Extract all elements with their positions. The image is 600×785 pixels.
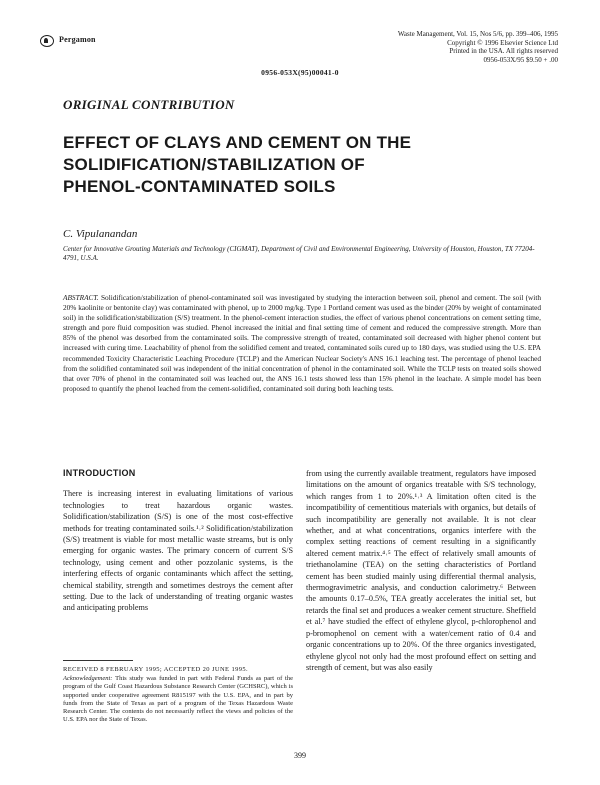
- article-title: [63, 132, 543, 198]
- title-line: EFFECT OF CLAYS AND CEMENT ON THE: [63, 133, 412, 152]
- author-affiliation: Center for Innovative Grouting Materials and Technology (CIGMAT), Department of Civil and Environmental Engineering, University of Houston, Houston, TX 77204-4791, U.S.A.: [63, 245, 535, 262]
- introduction-heading: INTRODUCTION: [63, 468, 136, 478]
- section-label: ORIGINAL CONTRIBUTION: [63, 97, 235, 112]
- acknowledgement-label: Acknowledgement:: [63, 675, 113, 683]
- pergamon-logo-icon: [40, 35, 54, 47]
- introduction-continued: from using the currently available treatment, regulators have imposed limitations on the amount of organics treatable with S/S technology, which ranges from 1 to 20%.¹˒³ A limitation often cited is the incompatibility of cementitious materials with organics, but details of such incompatibility are generally not available. It is not clear whether, and at what concentrations, organics interfere with the complex setting reactions of cement resulting in a significantly altered cement matrix.⁴˒⁵ The effect of relatively small amounts of triethanolamine (TEA) on the setting characteristics of Portland cement has been studied mainly using differential thermal analysis, thermogravimetric analysis, and conduction calorimetry.⁶ Between the amounts 0.17–0.5%, TEA greatly accelerates the initial set, but retards the final set and produces a weaker cement structure. Sheffield et al.⁷ have studied the effect of ethylene glycol, p-chlorophenol and p-bromophenol on cement with a water/cement ratio of 0.4 and organic concentrations up to 20%. Of the three organics investigated, ethylene glycol not only had the most profound effect on setting and strength of cement, but was also easily: [306, 469, 536, 672]
- body-column-left: [63, 468, 293, 614]
- journal-price-code: 0956-053X/95 $9.50 + .00: [483, 55, 558, 64]
- publisher-name: Pergamon: [59, 35, 96, 44]
- footnotes: [63, 666, 293, 724]
- body-column-right: [306, 468, 536, 673]
- page-number: 399: [294, 751, 306, 760]
- abstract-text: Solidification/stabilization of phenol-contaminated soil was investigated by studying the interaction between soil, phenol and cement. The soil (with 20% kaolinite or bentonite clay) was contaminated with phenol, up to 2000 mg/kg. Type 1 Portland cement was used as the binder (20% by weight of contaminated soil) in the solidification/stabilization (S/S) treatment. In the phenol-cement interaction studies, the effect of various phenol concentrations on cement setting time, strength and pore fluid composition was studied. Phenol increased the initial and final setting time of cement and reduced the compressive strength. More than 85% of the phenol was desorbed from the contaminated soils. The compressive strength of treated, contaminated soil decreased with higher phenol content but increased with curing time. Leachability of phenol from the solidified cement and treated, contaminated soils cured up to 180 days, was studied using the U.S. EPA recommended Toxicity Characteristic Leaching Procedure (TCLP) and the American Nuclear Society's ANS 16.1 leaching test. The percentage of phenol leached from the solidified contaminated soil was independent of the initial concentration of phenol in the contaminated soil. While the TCLP tests on treated soils showed that over 70% of phenol in the contaminated soil was leached out, the ANS 16.1 tests showed less than 15% phenol in the leachate. A simple model has been proposed to quantify the phenol leached from the cement-solidified, contaminated soil during both leaching tests.: [63, 293, 541, 393]
- abstract-label: ABSTRACT.: [63, 293, 99, 302]
- introduction-paragraph: There is increasing interest in evaluating limitations of various technologies to treat hazardous organic wastes. Solidification/stabilization (S/S) is one of the most cost-effective methods for treating contaminated soils.¹˒² Solidification/stabilization (S/S) treatment is viable for most metallic waste streams, but is only emerging for organic wastes. The primary concern of current S/S technology, using cement and other pozzolanic systems, is the interfering effects of organic contaminants which affect the setting, chemical stability, strength and sometimes destroys the cement after setting. Due to the lack of understanding of treating organic wastes and anticipating problems: [63, 489, 293, 613]
- title-line: SOLIDIFICATION/STABILIZATION OF: [63, 155, 365, 174]
- received-accepted-dates: RECEIVED 8 FEBRUARY 1995; ACCEPTED 20 JUNE 1995.: [63, 666, 249, 673]
- journal-printed: Printed in the USA. All rights reserved: [449, 47, 558, 56]
- abstract: [63, 293, 541, 394]
- journal-citation: Waste Management, Vol. 15, Nos 5/6, pp. 399–406, 1995: [397, 30, 558, 38]
- acknowledgement-text: This study was funded in part with Federal Funds as part of the program of the Gulf Coast Hazardous Substance Research Center (GCHSRC), which is supported under cooperative agreement R815197 with the U.S. EPA, and in part by funds from the State of Texas as part of a program of the Texas Hazardous Waste Research Center. The contents do not necessarily reflect the views and policies of the U.S. EPA nor the State of Texas.: [63, 675, 293, 724]
- footnote-divider: [63, 660, 133, 661]
- author-name: C. Vipulanandan: [63, 228, 138, 240]
- publisher-logo: [40, 34, 160, 48]
- acknowledgement: [63, 675, 293, 724]
- article-code: 0956-053X(95)00041-0: [261, 68, 339, 77]
- journal-copyright: Copyright © 1996 Elsevier Science Ltd: [447, 38, 558, 47]
- title-line: PHENOL-CONTAMINATED SOILS: [63, 177, 336, 196]
- journal-info: [358, 30, 558, 64]
